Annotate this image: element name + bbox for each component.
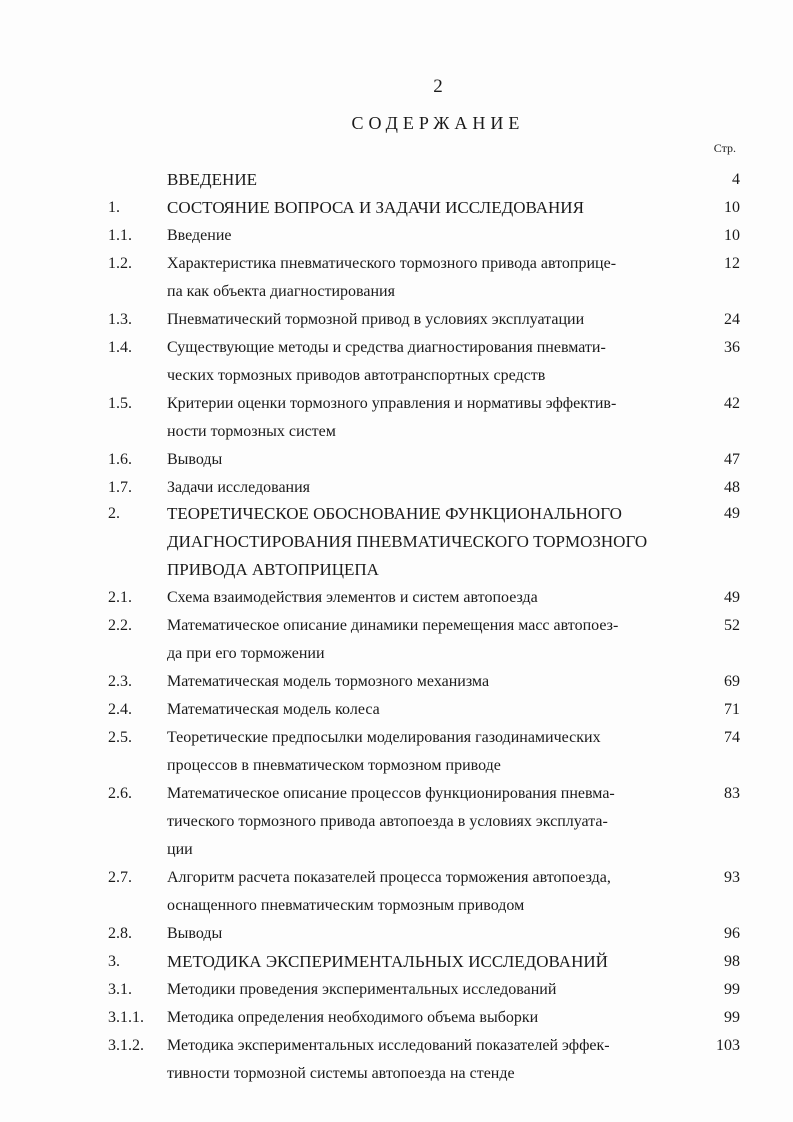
toc-entry-title (167, 194, 697, 222)
toc-entry-number: 3.1.2. (108, 1037, 144, 1054)
toc-entry-page: 10 (724, 199, 740, 216)
toc-entry-title (167, 696, 697, 724)
toc-entry-title-line: Выводы (167, 925, 223, 942)
toc-entry-page: 83 (724, 785, 740, 802)
toc-entry-number: 1.4. (108, 339, 132, 356)
toc-entry-title-line: МЕТОДИКА ЭКСПЕРИМЕНТАЛЬНЫХ ИССЛЕДОВАНИЙ (167, 952, 608, 971)
toc-entry-title (167, 948, 697, 976)
toc-entry-number: 1.1. (108, 227, 132, 244)
toc-entry-page: 96 (724, 925, 740, 942)
toc-entry-title-line: Математическая модель колеса (167, 701, 380, 718)
toc-entry-title (167, 250, 697, 306)
toc-entry-title-line: Существующие методы и средства диагностирования пневмати- (167, 339, 606, 356)
toc-entry-title-line: Задачи исследования (167, 479, 311, 496)
toc-entry-page: 71 (724, 701, 740, 718)
toc-entry-page: 49 (724, 505, 740, 522)
toc-entry-page: 69 (724, 673, 740, 690)
toc-entry-title (167, 1004, 697, 1032)
toc-entry-title-line: ПРИВОДА АВТОПРИЦЕПА (167, 560, 379, 579)
toc-entry-page: 4 (732, 171, 740, 188)
toc-entry-page: 52 (724, 617, 740, 634)
toc-entry-title (167, 612, 697, 668)
toc-entry-page: 10 (724, 227, 740, 244)
toc-entry-page: 99 (724, 1009, 740, 1026)
toc-entry-number: 2.4. (108, 701, 132, 718)
toc-entry-title (167, 222, 697, 250)
toc-entry-title-line: ВВЕДЕНИЕ (167, 170, 257, 189)
toc-entry-title-line: Методика определения необходимого объема выборки (167, 1009, 539, 1026)
toc-entry-number: 2.2. (108, 617, 132, 634)
toc-entry-page: 98 (724, 953, 740, 970)
toc-entry-title (167, 334, 697, 390)
toc-entry-title-line: да при его торможении (167, 645, 325, 662)
toc-entry-page: 103 (716, 1037, 740, 1054)
toc-entry-page: 48 (724, 479, 740, 496)
toc-entry-title-line: тивности тормозной системы автопоезда на стенде (167, 1065, 515, 1082)
toc-entry-number: 2.5. (108, 729, 132, 746)
toc-entry-title-line: Введение (167, 227, 232, 244)
toc-entry-title (167, 390, 697, 446)
toc-entry-number: 3.1.1. (108, 1009, 144, 1026)
toc-entry-page: 93 (724, 869, 740, 886)
toc-entry-page: 36 (724, 339, 740, 356)
toc-entry-number: 2. (108, 505, 120, 522)
toc-entry-page: 74 (724, 729, 740, 746)
toc-entry-title (167, 584, 697, 612)
toc-entry-number: 2.8. (108, 925, 132, 942)
toc-entry-title-line: ности тормозных систем (167, 423, 336, 440)
toc-entry-number: 2.6. (108, 785, 132, 802)
toc-entry-page: 49 (724, 589, 740, 606)
toc-entry-title (167, 920, 697, 948)
toc-entry-title-line: Алгоритм расчета показателей процесса торможения автопоезда, (167, 869, 611, 886)
toc-entry-title-line: оснащенного пневматическим тормозным приводом (167, 897, 525, 914)
toc-entry-title (167, 668, 697, 696)
toc-title: СОДЕРЖАНИЕ (351, 113, 525, 133)
toc-entry-title-line: Схема взаимодействия элементов и систем автопоезда (167, 589, 538, 606)
toc-entry-title (167, 976, 697, 1004)
toc-entry-title-line: ции (167, 841, 193, 858)
toc-entry-number: 2.1. (108, 589, 132, 606)
toc-entry-page: 99 (724, 981, 740, 998)
toc-entry-title-line: СОСТОЯНИЕ ВОПРОСА И ЗАДАЧИ ИССЛЕДОВАНИЯ (167, 198, 584, 217)
toc-entry-title-line: Методики проведения экспериментальных исследований (167, 981, 557, 998)
toc-entry-number: 1.3. (108, 311, 132, 328)
toc-entry-title (167, 724, 697, 780)
toc-entry-title (167, 306, 697, 334)
toc-entry-title-line: Математическое описание процессов функционирования пневма- (167, 785, 615, 802)
toc-entry-title-line: процессов в пневматическом тормозном приводе (167, 757, 501, 774)
toc-entry-title-line: Методика экспериментальных исследований показателей эффек- (167, 1037, 610, 1054)
toc-entry-page: 47 (724, 451, 740, 468)
toc-entry-number: 2.3. (108, 673, 132, 690)
toc-entry-title-line: Выводы (167, 451, 223, 468)
toc-entry-page: 42 (724, 395, 740, 412)
toc-entry-title-line: тического тормозного привода автопоезда в условиях эксплуата- (167, 813, 608, 830)
toc-entry-title (167, 166, 697, 194)
toc-entry-number: 1.2. (108, 255, 132, 272)
toc-entry-title (167, 780, 697, 864)
toc-entry-title (167, 864, 697, 920)
toc-entry-title-line: ДИАГНОСТИРОВАНИЯ ПНЕВМАТИЧЕСКОГО ТОРМОЗНОГО (167, 532, 648, 551)
toc-entry-title (167, 446, 697, 474)
toc-entry-title-line: Критерии оценки тормозного управления и нормативы эффектив- (167, 395, 617, 412)
toc-entry-number: 1.7. (108, 479, 132, 496)
toc-entry-title (167, 500, 697, 584)
toc-entry-number: 1. (108, 199, 120, 216)
toc-entry-title-line: па как объекта диагностирования (167, 283, 395, 300)
toc-entry-title-line: Характеристика пневматического тормозного привода автоприце- (167, 255, 617, 272)
page-column-header: Стр. (713, 141, 736, 155)
toc-entry-number: 1.5. (108, 395, 132, 412)
toc-entry-title (167, 1032, 697, 1088)
toc-entry-title-line: Математическая модель тормозного механизма (167, 673, 490, 690)
toc-entry-number: 2.7. (108, 869, 132, 886)
toc-entry-number: 3. (108, 953, 120, 970)
toc-entry-number: 3.1. (108, 981, 132, 998)
toc-entry-page: 24 (724, 311, 740, 328)
toc-entry-title (167, 474, 697, 502)
toc-entry-title-line: Теоретические предпосылки моделирования газодинамических (167, 729, 601, 746)
toc-entry-title-line: Математическое описание динамики перемещения масс автопоез- (167, 617, 619, 634)
toc-entry-number: 1.6. (108, 451, 132, 468)
page-number: 2 (433, 76, 443, 97)
toc-entry-page: 12 (724, 255, 740, 272)
toc-entry-title-line: Пневматический тормозной привод в условиях эксплуатации (167, 311, 585, 328)
toc-entry-title-line: ческих тормозных приводов автотранспортных средств (167, 367, 546, 384)
toc-entry-title-line: ТЕОРЕТИЧЕСКОЕ ОБОСНОВАНИЕ ФУНКЦИОНАЛЬНОГО (167, 504, 622, 523)
